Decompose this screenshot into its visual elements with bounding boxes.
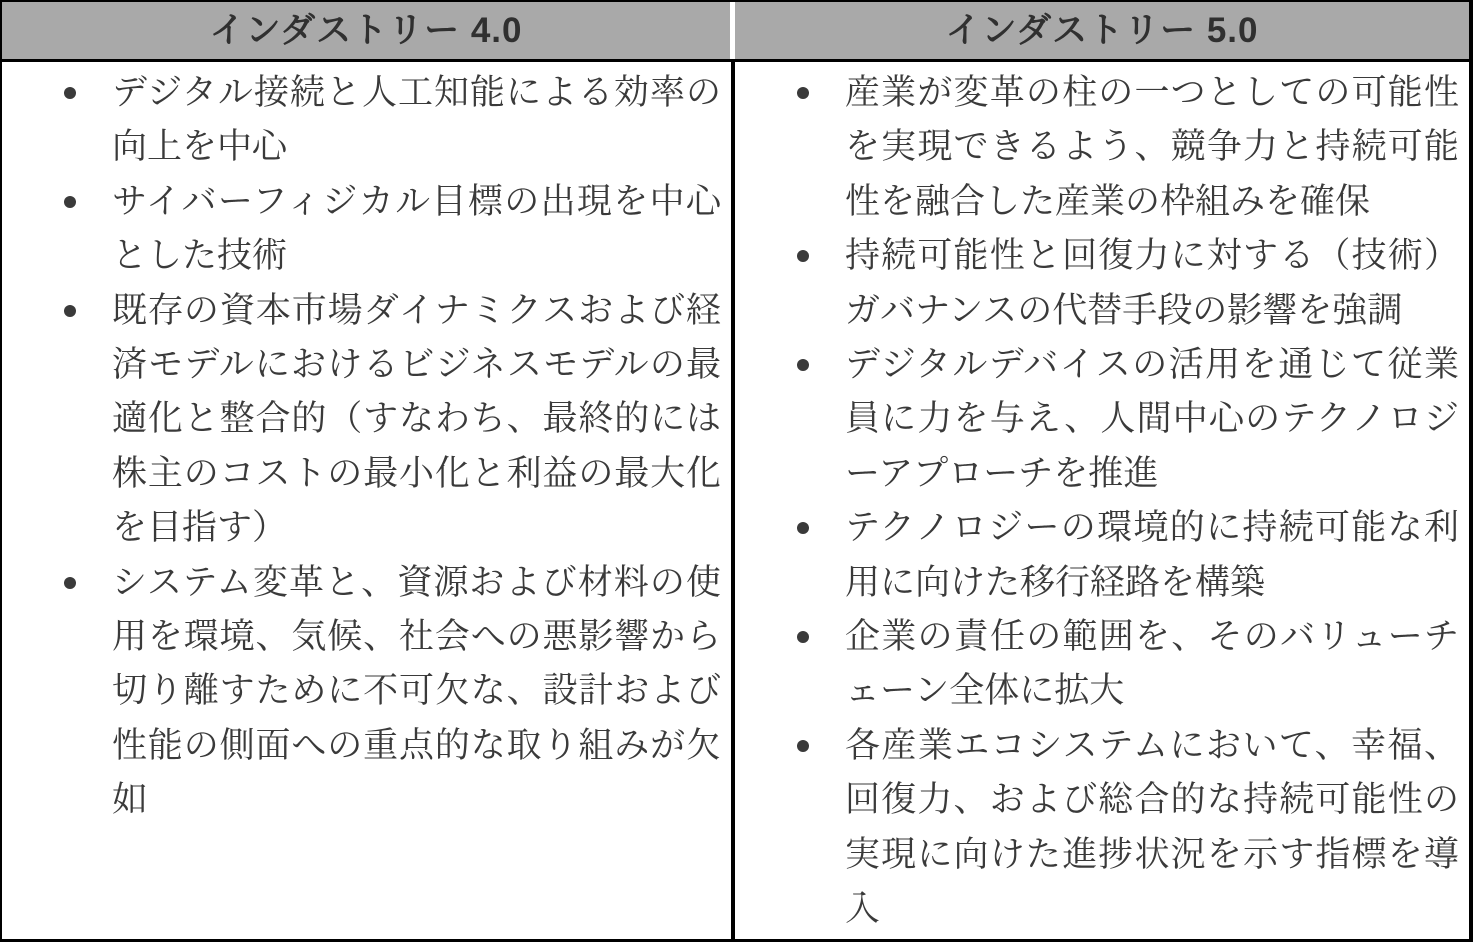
list-item-text: デジタルデバイスの活用を通じて従業員に力を与え、人間中心のテクノロジーアプローチを推進 <box>845 345 1459 493</box>
bullet-icon <box>64 196 76 208</box>
bullet-icon <box>797 631 809 643</box>
bullet-icon <box>64 305 76 317</box>
list-item-text: サイバーフィジカル目標の出現を中心とした技術 <box>112 181 721 276</box>
bullet-icon <box>64 87 76 99</box>
list-item <box>845 66 1459 229</box>
bullet-icon <box>797 250 809 262</box>
list-item <box>845 719 1459 937</box>
list-item-text: 各産業エコシステムにおいて、幸福、回復力、および総合的な持続可能性の実現に向けた進捗状況を示す指標を導入 <box>845 725 1459 929</box>
list-item <box>845 229 1459 338</box>
industry-4-0-cell <box>2 62 735 939</box>
list-item <box>112 66 721 175</box>
table-body-row <box>2 62 1469 939</box>
list-item <box>112 556 721 828</box>
industry-4-0-bullet-list <box>2 62 731 828</box>
list-item-text: システム変革と、資源および材料の使用を環境、気候、社会への悪影響から切り離すために不可欠な、設計および性能の側面への重点的な取り組みが欠如 <box>112 562 721 820</box>
list-item <box>845 610 1459 719</box>
bullet-icon <box>797 359 809 371</box>
column-header-industry-4-0: インダストリー 4.0 <box>2 2 735 59</box>
list-item-text: 持続可能性と回復力に対する（技術）ガバナンスの代替手段の影響を強調 <box>845 236 1459 330</box>
column-header-industry-5-0: インダストリー 5.0 <box>735 2 1469 59</box>
list-item-text: テクノロジーの環境的に持続可能な利用に向けた移行経路を構築 <box>845 508 1459 602</box>
list-item <box>845 338 1459 501</box>
list-item <box>112 175 721 284</box>
bullet-icon <box>64 577 76 589</box>
industry-5-0-bullet-list <box>735 62 1469 937</box>
list-item <box>112 284 721 556</box>
bullet-icon <box>797 87 809 99</box>
table-header-row <box>2 2 1469 62</box>
bullet-icon <box>797 522 809 534</box>
bullet-icon <box>797 740 809 752</box>
list-item-text: 産業が変革の柱の一つとしての可能性を実現できるよう、競争力と持続可能性を融合した産業の枠組みを確保 <box>845 73 1459 221</box>
list-item-text: 既存の資本市場ダイナミクスおよび経済モデルにおけるビジネスモデルの最適化と整合的（すなわち、最終的には株主のコストの最小化と利益の最大化を目指す） <box>112 290 721 548</box>
list-item-text: 企業の責任の範囲を、そのバリューチェーン全体に拡大 <box>845 617 1459 711</box>
list-item-text: デジタル接続と人工知能による効率の向上を中心 <box>112 73 721 167</box>
industry-5-0-cell <box>735 62 1469 939</box>
list-item <box>845 501 1459 610</box>
